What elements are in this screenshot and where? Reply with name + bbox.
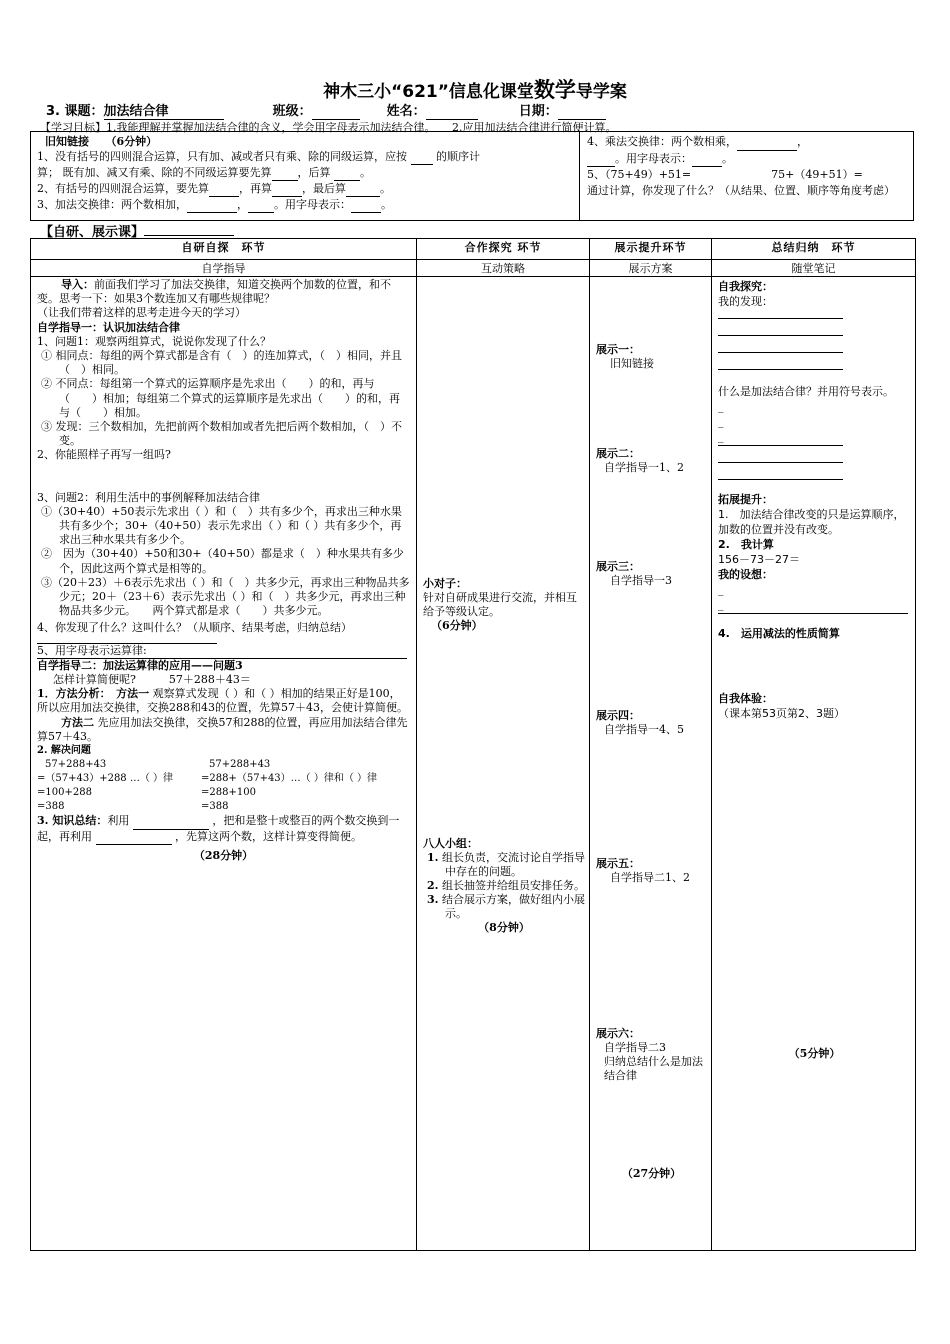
main-table [30,238,916,1251]
class-field[interactable] [312,104,360,120]
cooperation-column: 小对子： 针对自研成果进行交流，并相互给予等级认定。 （6分钟） 八人小组： 1. 组长负责，交流讨论自学指导中存在的问题。 2. 组长抽签并给组员安排任务。 3. 结合展示方案，做好组内小展示。 （8分钟） [423,577,585,934]
header-summary: 总结归纳 环节 [712,239,916,260]
header-self-study: 自研自探 环节 [31,239,417,260]
info-line [46,100,926,120]
review-box [30,131,914,221]
sub-strategy: 互动策略 [417,260,590,277]
topic-label: 3. 课题： [46,104,104,119]
notes-column: 自我探究： 我的发现： 什么是加法结合律？并用符号表示。 _ _ _ 拓展提升： 1. 加法结合律改变的只是运算顺序，加数的位置并没有改变。 2. 我计算 156－73－27＝ 我的设想： _ _ 4. 运用减法的性质简算 自我体验： （课本第53页第2、3题） （5分钟） [712,277,915,1248]
class-label: 班级： [272,104,312,119]
guide-two-title: 自学指导二：加法运算律的应用——问题3 [37,658,243,672]
review-title: 旧知链接 （6分钟） [45,135,158,148]
review-left: 旧知链接 （6分钟） 1、没有括号的四则混合运算，只有加、减或者只有乘、除的同级运算，应按 的顺序计 算； 既有加、减又有乘、除的不同级运算要先算 ，后算 。 2、有括号的四则混合运算，要先算 ，再算 ，最后算 。 3、加法交换律：两个数相加， ， 。用字母表示： 。 [37,134,577,213]
calc-block: 57+288+43 =（57+43）+288 …（ ）律 =100+288 =388 57+288+43 =288+（57+43）…（ ）律和（ ）律 =288+100 =388 [37,759,378,813]
sub-plan: 展示方案 [590,260,712,277]
date-field[interactable] [558,104,606,120]
page-title: 神木三小“621”信息化课堂数学导学案 [323,78,627,102]
sub-self-guide: 自学指导 [31,260,417,277]
date-label: 日期： [518,104,558,119]
learning-goal: 【学习目标】1.我能理解并掌握加法结合律的含义，学会用字母表示加法结合律。 2.应用加法结合律进行简便计算。 [40,121,617,134]
header-cooperation: 合作探究 环节 [417,239,590,260]
display-column: 展示一： 旧知链接 展示二： 自学指导一1、2 展示三： 自学指导一3 展示四： 自学指导一4、5 展示五： 自学指导二1、2 展示六： 自学指导二3 归纳总结什么是加法结合律 （27分钟） [596,343,703,1180]
review-right: 4、乘法交换律：两个数相乘， ， 。用字母表示： 。 5、（75+49）+51= 75+（49+51）= 通过计算，你发现了什么？（从结果、位置、顺序等角度考虑） [587,135,895,197]
section-title: 【自研、展示课】 [40,221,234,240]
topic-value: 加法结合律 [104,100,224,120]
name-label: 姓名： [386,104,426,119]
header-display: 展示提升环节 [590,239,712,260]
self-study-column: 导入：前面我们学习了加法交换律，知道交换两个加数的位置，和不变。思考一下：如果3个数连加又有哪些规律呢？ （让我们带着这样的思考走进今天的学习） 自学指导一：认识加法结合律 1、问题1：观察两组算式，说说你发现了什么？ ① 相同点：每组的两个算式都是含有（ ）的连加算式，（ ）相同，并且（ ）相同。 ② 不同点：每组第一个算式的运算顺序是先求出（ ）的和，再与（ ）相加；每组第二个算式的运算顺序是先求出（ ）的和，再与（ ）相加。 ③ 发现：三个数相加，先把前两个数相加或者先把后两个数相加，（ ）不变。 2、你能照样子再写一组吗? 3、问题2：利用生活中的事例解释加法结合律 ①（30+40）+50表示先求出（ ）和（ ）共有多少个，再求出三种水果共有多少个；30+（40+50）表示先求出（ ）和（ ）共有多少个，再求出三种水果共有多少个。 ② 因为（30+40）+50和30+（40+50）都是求（ ）种水果共有多少个，因此这两个算式是相等的。 ③（20＋23）＋6表示先求出（ ）和（ ）共多少元，再求出三种物品共多少元；20＋（23＋6）表示先求出（ ）和（ ）共多少元，再求出三种物品共多少元。 两个算式都是求（ ）共多少元。 4、你发现了什么？这叫什么？（从顺序、结果考虑，归纳总结） 5、用字母表示运算律: 自学指导二：加法运算律的应用——问题3 怎样计算简便呢? 57＋288＋43＝ 1．方法分析： 方法一 观察算式发现（ ）和（ ）相加的结果正好是100，所以应用加法交换律，交换288和43的位置，先算57＋43，会使计算简便。 方法二 先应用加法交换律，交换57和288的位置，再应用加法结合律先算57＋43。 2. 解决问题 57+288+43 =（57+43）+288 …（ ）律 =100+288 =388 57+288+43 =288+（57+43）…（ ）律和（ ）律 =288+100 =388 3. 知识总结：利用 ，把和是整十或整百的两个数交换到一起，再利用 ，先算这两个数，这样计算变得简便。 （28分钟） [37,278,410,862]
guide-one-title: 自学指导一：认识加法结合律 [37,320,180,334]
sub-notes: 随堂笔记 [712,260,916,277]
name-field[interactable] [426,104,478,120]
